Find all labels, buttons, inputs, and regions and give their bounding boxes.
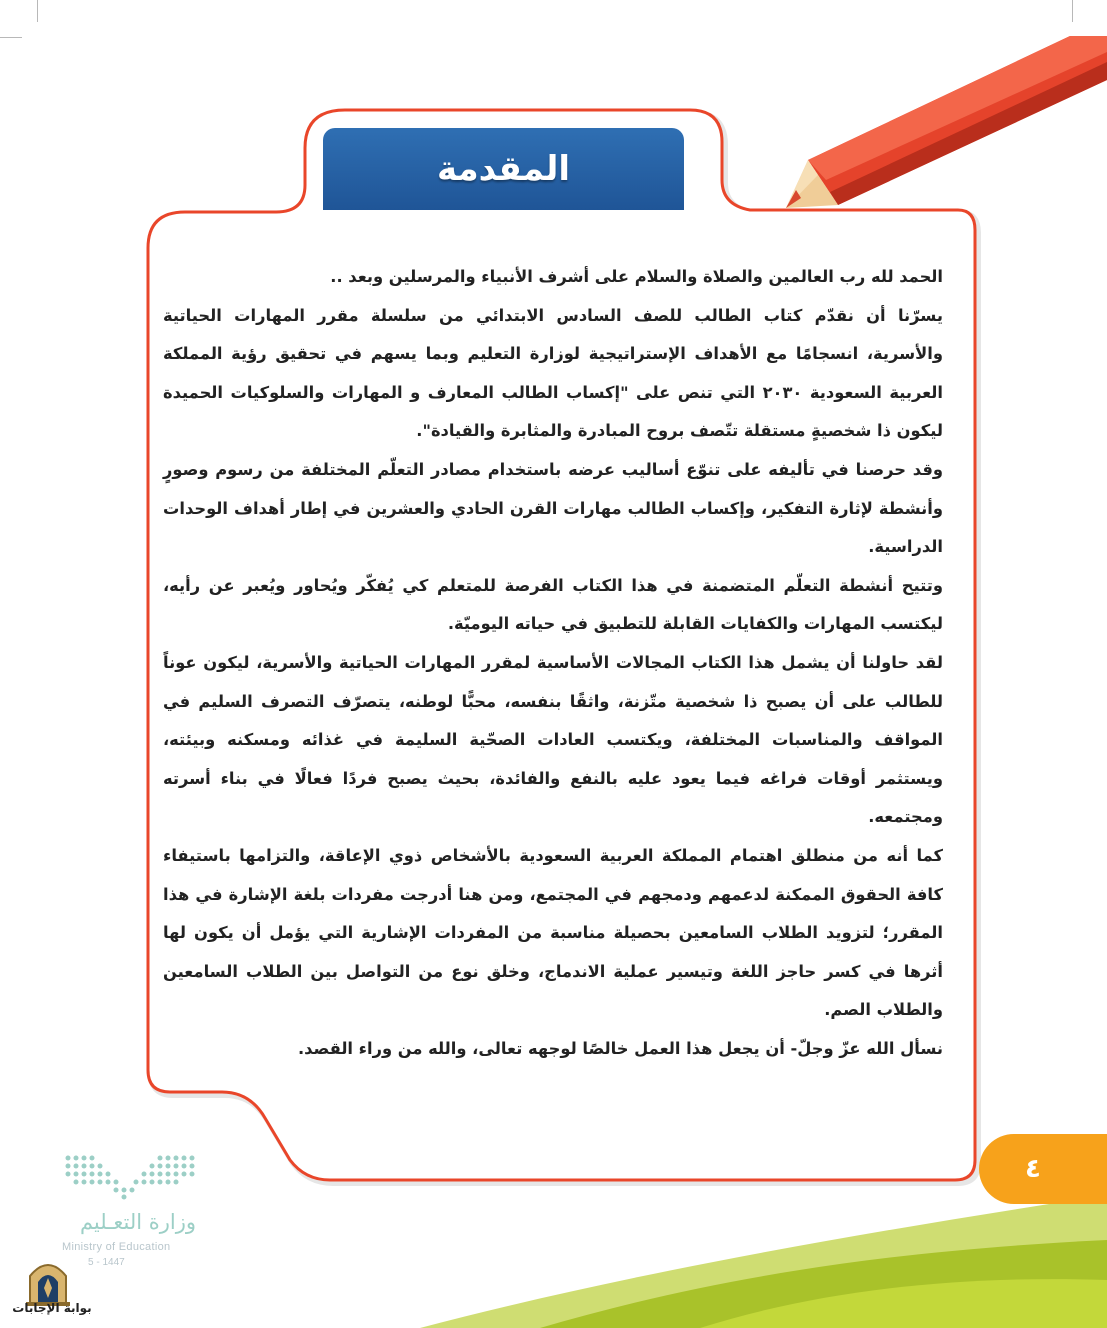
paragraph-greeting: الحمد لله رب العالمين والصلاة والسلام على أشرف الأنبياء والمرسلين وبعد .. <box>330 267 943 286</box>
page-number: ٤ <box>1025 1154 1041 1184</box>
paragraph-purpose: يسرّنا أن نقدّم كتاب الطالب للصف السادس الابتدائي من سلسلة مقرر المهارات الحياتية والأسرية، انسجامًا مع الأهداف الإستراتيجية لوزارة التعليم وبما يسهم في تحقيق رؤية المملكة العربية السعودية ٢٠٣٠ التي تنص على "إكساب الطالب المعارف و المهارات والسلوكيات الحميدة ليكون ذا شخصيةٍ مستقلة تتّصف بروح المبادرة والمثابرة والقيادة". <box>163 305 943 441</box>
watermark-text: بوابة الإجابات <box>12 1301 92 1315</box>
paragraph-sign-language: كما أنه من منطلق اهتمام المملكة العربية السعودية بالأشخاص ذوي الإعاقة، والتزامها باستيفاء كافة الحقوق الممكنة لدعمهم ودمجهم في المجتمع، ومن هنا أدرجت مفردات بلغة الإشارة في هذا المقرر؛ لتزويد الطلاب السامعين بحصيلة مناسبة من المفردات الإشارية التي يؤمل أن يكون لها أثرها في كسر حاجز اللغة وتيسير عملية الاندماج، وخلق نوع من التواصل بين الطلاب السامعين والطلاب الصم. <box>163 845 943 1020</box>
ministry-name-arabic: وزارة التعـليم <box>79 1210 196 1234</box>
title-banner <box>323 128 684 210</box>
edition-year: 5 - 1447 <box>88 1257 125 1268</box>
ministry-name-english: Ministry of Education <box>62 1241 171 1253</box>
pencil-illustration <box>786 36 1107 208</box>
page-title: المقدمة <box>437 149 570 189</box>
paragraph-methods: وقد حرصنا في تأليفه على تنوّع أساليب عرضه باستخدام مصادر التعلّم المختلفة من رسوم وصورٍ وأنشطة لإثارة التفكير، وإكساب الطالب مهارات القرن الحادي والعشرين في إطار أهداف الوحدات الدراسية. <box>163 459 943 557</box>
introduction-text <box>163 258 943 1068</box>
paragraph-closing: نسأل الله عزّ وجلّ- أن يجعل هذا العمل خالصًا لوجهه تعالى، والله من وراء القصد. <box>297 1038 943 1058</box>
page-number-tab <box>979 1134 1107 1204</box>
paragraph-activities: وتتيح أنشطة التعلّم المتضمنة في هذا الكتاب الفرصة للمتعلم كي يُفكّر ويُحاور ويُعبر عن رأيه، ليكتسب المهارات والكفايات القابلة للتطبيق في حياته اليوميّة. <box>163 575 943 634</box>
paragraph-goals: لقد حاولنا أن يشمل هذا الكتاب المجالات الأساسية لمقرر المهارات الحياتية والأسرية، ليكون عوناً للطالب على أن يصبح ذا شخصية متّزنة، واثقًا بنفسه، محبًّا لوطنه، يتصرّف التصرف السليم في المواقف والمناسبات المختلفة، ويكتسب العادات الصحّية السليمة في غذائه ومسكنه وبيئته، ويستثمر أوقات فراغه فيما يعود عليه بالنفع والفائدة، بحيث يصبح فردًا فعالًا في بناء أسرته ومجتمعه. <box>163 652 943 827</box>
